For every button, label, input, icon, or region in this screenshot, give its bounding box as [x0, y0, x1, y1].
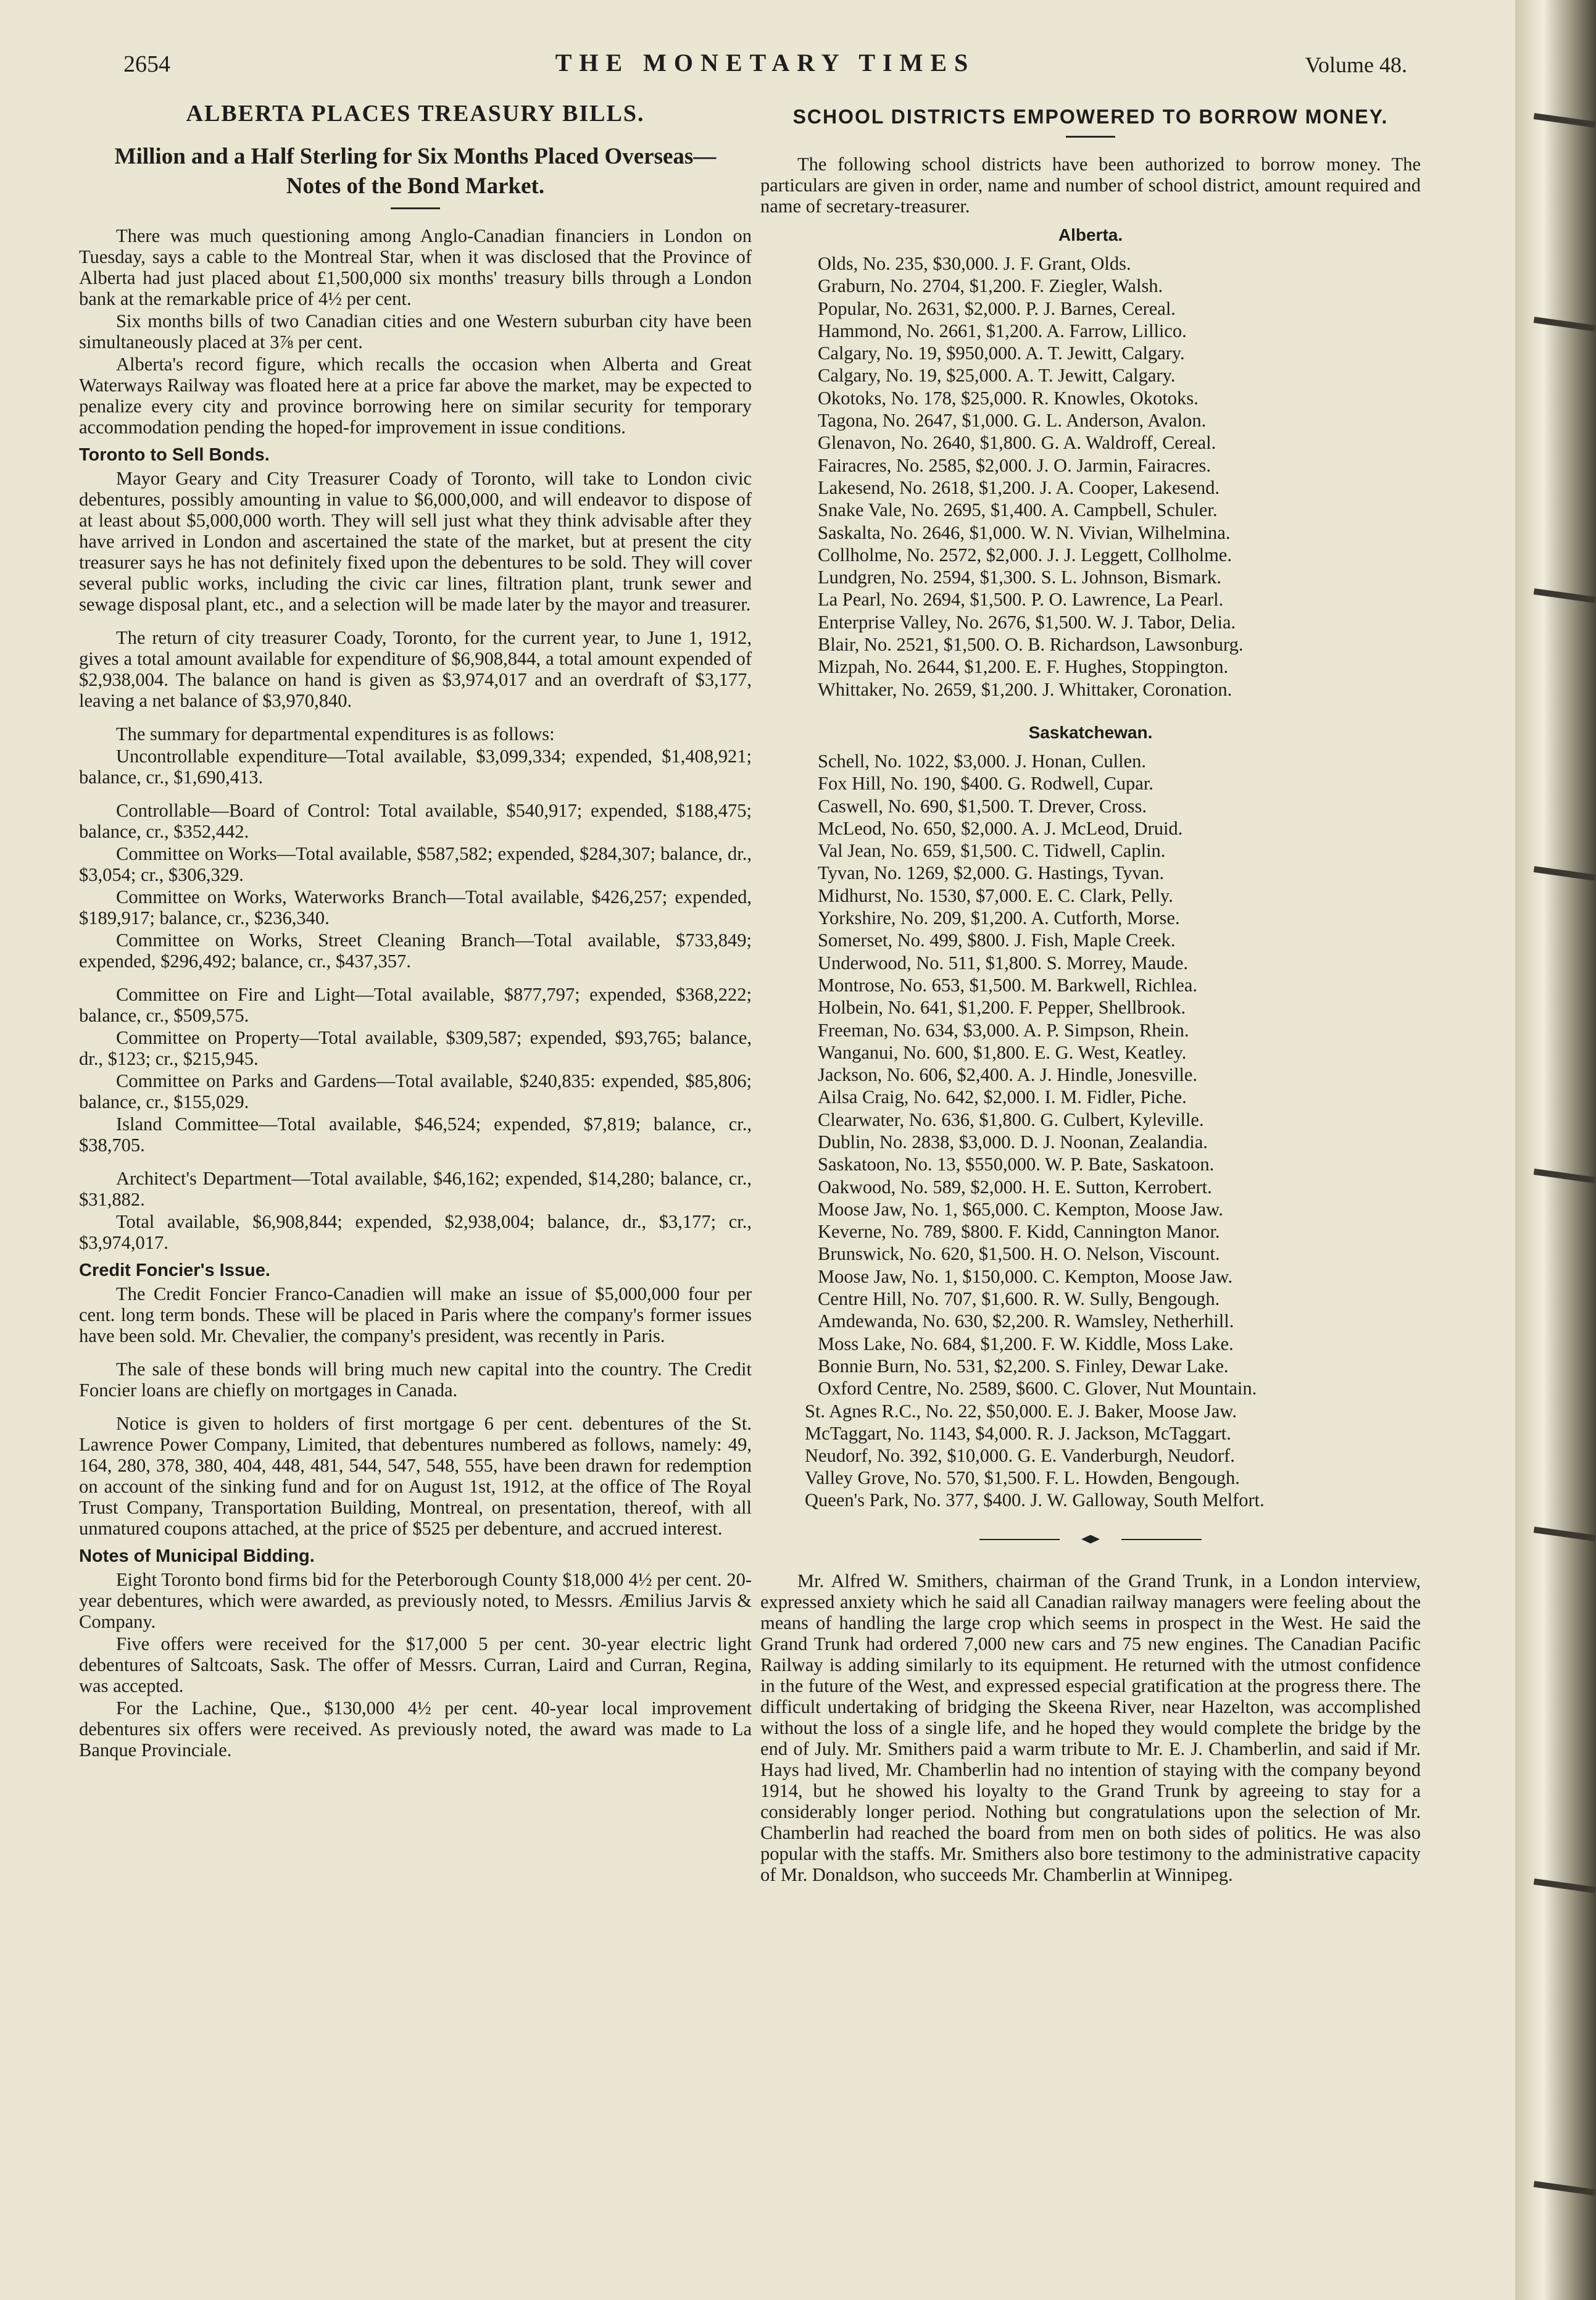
- list-item: Moss Lake, No. 684, $1,200. F. W. Kiddle, Moss Lake.: [818, 1333, 1234, 1354]
- list-item: Collholme, No. 2572, $2,000. J. J. Leggett, Collholme.: [818, 544, 1232, 565]
- binding-tab: [1534, 866, 1595, 881]
- ornament-diamond: [1081, 1535, 1100, 1544]
- volume-label: Volume 48.: [1305, 52, 1407, 77]
- list-item: Keverne, No. 789, $800. F. Kidd, Cannington Manor.: [818, 1221, 1220, 1243]
- list-item: Caswell, No. 690, $1,500. T. Drever, Cross.: [818, 795, 1147, 817]
- list-item: Lakesend, No. 2618, $1,200. J. A. Cooper, Lakesend.: [818, 477, 1220, 498]
- list-item: McTaggart, No. 1143, $4,000. R. J. Jackson, McTaggart.: [805, 1422, 1231, 1444]
- list-item: Amdewanda, No. 630, $2,200. R. Wamsley, Netherhill.: [818, 1310, 1234, 1332]
- list-item: Moose Jaw, No. 1, $150,000. C. Kempton, Moose Jaw.: [818, 1265, 1233, 1287]
- list-item: Clearwater, No. 636, $1,800. G. Culbert, Kyleville.: [818, 1109, 1204, 1130]
- saskatchewan-list: [818, 750, 1421, 1400]
- paragraph: Committee on Works—Total available, $587,582; expended, $284,307; balance, dr., $3,054; cr., $306,329.: [79, 843, 752, 885]
- paragraph: The summary for departmental expenditures is as follows:: [116, 723, 555, 744]
- paragraph: Committee on Fire and Light—Total available, $877,797; expended, $368,222; balance, cr., $509,575.: [79, 984, 752, 1026]
- alberta-list: [818, 252, 1421, 701]
- paragraph: Uncontrollable expenditure—Total available, $3,099,334; expended, $1,408,921; balance, cr., $1,690,413.: [79, 746, 752, 788]
- list-item: Wanganui, No. 600, $1,800. E. G. West, Keatley.: [818, 1041, 1187, 1063]
- paragraph: Notice is given to holders of first mortgage 6 per cent. debentures of the St. Lawrence Power Company, Limited, that debentures numbered as follows, namely: 49, 164, 280, 378, 380, 404, 448, 481, 544, 547, 548, 555, have been drawn for redemption on account of the sinking fund and for on August 1st, 1912, at the office of The Royal Trust Company, Transportation Building, Montreal, on presentation, thereof, with all unmatured coupons attached, at the price of $525 per debenture, and accrued interest.: [79, 1413, 752, 1539]
- paragraph: The Credit Foncier Franco-Canadien will make an issue of $5,000,000 four per cent. long term bonds. These will be placed in Paris where the company's former issues have been sold. Mr. Chevalier, the company's president, was recently in Paris.: [79, 1283, 752, 1346]
- list-item: Lundgren, No. 2594, $1,300. S. L. Johnson, Bismark.: [818, 567, 1222, 588]
- list-item: Olds, No. 235, $30,000. J. F. Grant, Olds.: [818, 253, 1131, 274]
- article-headline-school-districts: SCHOOL DISTRICTS EMPOWERED TO BORROW MONEY.: [792, 106, 1389, 128]
- list-item: Centre Hill, No. 707, $1,600. R. W. Sully, Bengough.: [818, 1288, 1220, 1310]
- province-heading-alberta: Alberta.: [1058, 225, 1123, 244]
- paragraph: There was much questioning among Anglo-Canadian financiers in London on Tuesday, says a cable to the Montreal Star, when it was disclosed that the Province of Alberta had just placed about £1,500,000 six months' treasury bills through a London bank at the remarkable price of 4½ per cent.: [79, 225, 752, 309]
- list-item: McLeod, No. 650, $2,000. A. J. McLeod, Druid.: [818, 817, 1183, 839]
- list-item: St. Agnes R.C., No. 22, $50,000. E. J. Baker, Moose Jaw.: [805, 1400, 1237, 1422]
- left-column: [79, 93, 752, 1762]
- spacer: [79, 616, 752, 627]
- list-item: Whittaker, No. 2659, $1,200. J. Whittaker, Coronation.: [818, 678, 1232, 700]
- publication-title: THE MONETARY TIMES: [555, 49, 976, 77]
- paragraph: Total available, $6,908,844; expended, $2,938,004; balance, dr., $3,177; cr., $3,974,017.: [79, 1211, 752, 1253]
- binding-tab: [1534, 1169, 1595, 1183]
- paragraph: Five offers were received for the $17,000 5 per cent. 30-year electric light debentures of Saltcoats, Sask. The offer of Messrs. Curran, Laird and Curran, Regina, was accepted.: [79, 1633, 752, 1696]
- paragraph: Mr. Alfred W. Smithers, chairman of the Grand Trunk, in a London interview, expressed anxiety which he said all Canadian railway managers were feeling about the means of handling the large crop which seems in prospect in the West. He said the Grand Trunk had ordered 7,000 new cars and 75 new engines. The Canadian Pacific Railway is adding similarly to its equipment. He returned with the utmost confidence in the future of the West, and expressed especial gratification at the progress there. The difficult undertaking of bridging the Skeena River, near Hazelton, was accomplished without the loss of a single life, and he hoped they would complete the bridge by the end of July. Mr. Smithers paid a warm tribute to Mr. E. J. Chamberlin, and said if Mr. Hays had lived, Mr. Chamberlin had no intention of staying with the company beyond 1914, but he showed his loyalty to the Grand Trunk by agreeing to stay for a considerably longer period. Nothing but congratulations upon the selection of Mr. Chamberlin had reached the board from men on both sides of politics. He was also popular with the staffs. Mr. Smithers also bore testimony to the administrative capacity of Mr. Donaldson, who succeeds Mr. Chamberlin at Winnipeg.: [760, 1570, 1421, 1885]
- page-header: [123, 48, 1407, 85]
- paragraph: Committee on Property—Total available, $309,587; expended, $93,765; balance, dr., $123; cr., $215,945.: [79, 1027, 752, 1069]
- list-item: Queen's Park, No. 377, $400. J. W. Galloway, South Melfort.: [805, 1489, 1265, 1510]
- section-heading-municipal: Notes of Municipal Bidding.: [79, 1546, 315, 1566]
- list-item: Underwood, No. 511, $1,800. S. Morrey, Maude.: [818, 952, 1189, 973]
- paragraph: The return of city treasurer Coady, Toronto, for the current year, to June 1, 1912, gives a total amount available for expenditure of $6,908,844, a total amount expended of $2,938,004. The balance on hand is given as $3,974,017 and an overdraft of $3,177, leaving a net balance of $3,970,840.: [79, 627, 752, 711]
- list-item: Calgary, No. 19, $950,000. A. T. Jewitt, Calgary.: [818, 343, 1185, 364]
- binding-tab: [1534, 1527, 1595, 1541]
- divider-rule: [1066, 136, 1115, 138]
- list-item: Neudorf, No. 392, $10,000. G. E. Vanderburgh, Neudorf.: [805, 1444, 1235, 1466]
- list-item: Tyvan, No. 1269, $2,000. G. Hastings, Tyvan.: [818, 862, 1165, 884]
- right-column: [760, 93, 1421, 1886]
- list-item: Enterprise Valley, No. 2676, $1,500. W. J. Tabor, Delia.: [818, 611, 1236, 633]
- article-headline: ALBERTA PLACES TREASURY BILLS.: [186, 101, 645, 127]
- list-item: Ailsa Craig, No. 642, $2,000. I. M. Fidler, Piche.: [818, 1086, 1187, 1108]
- binding-tab: [1534, 2181, 1595, 2196]
- list-item: Tagona, No. 2647, $1,000. G. L. Anderson, Avalon.: [818, 410, 1207, 431]
- paragraph: For the Lachine, Que., $130,000 4½ per cent. 40-year local improvement debentures six offers were received. As previously noted, the award was made to La Banque Provinciale.: [79, 1698, 752, 1760]
- paragraph: Committee on Works, Street Cleaning Branch—Total available, $733,849; expended, $296,492; balance, cr., $437,357.: [79, 930, 752, 972]
- paragraph: Mayor Geary and City Treasurer Coady of Toronto, will take to London civic debentures, possibly amounting in value to $6,000,000, and will endeavor to dispose of at least about $5,000,000 worth. They will sell just what they think advisable after they have arrived in London and ascertained the state of the market, but at present the city treasurer says he has not definitely fixed upon the debentures to be sold. They will cover several public works, including the civic car lines, filtration plant, trunk sewer and sewage disposal plant, etc., and a selection will be made later by the mayor and treasurer.: [79, 468, 752, 615]
- paragraph: Six months bills of two Canadian cities and one Western suburban city have been simultaneously placed at 3⅞ per cent.: [79, 310, 752, 352]
- ornament-divider: [979, 1533, 1202, 1546]
- list-item: Valley Grove, No. 570, $1,500. F. L. Howden, Bengough.: [805, 1467, 1240, 1488]
- list-item: Hammond, No. 2661, $1,200. A. Farrow, Lillico.: [818, 320, 1187, 341]
- list-item: Holbein, No. 641, $1,200. F. Pepper, Shellbrook.: [818, 997, 1186, 1019]
- list-item: Midhurst, No. 1530, $7,000. E. C. Clark, Pelly.: [818, 885, 1173, 906]
- paragraph: The following school districts have been authorized to borrow money. The particulars are given in order, name and number of school district, amount required and name of secretary-treasurer.: [760, 154, 1421, 217]
- spacer: [79, 1402, 752, 1413]
- list-item: Fox Hill, No. 190, $400. G. Rodwell, Cupar.: [818, 773, 1153, 794]
- binding-tab: [1534, 113, 1595, 128]
- list-item: Snake Vale, No. 2695, $1,400. A. Campbell, Schuler.: [818, 499, 1218, 521]
- list-item: La Pearl, No. 2694, $1,500. P. O. Lawrence, La Pearl.: [818, 589, 1224, 610]
- list-item: Yorkshire, No. 209, $1,200. A. Cutforth, Morse.: [818, 907, 1180, 929]
- list-item: Oxford Centre, No. 2589, $600. C. Glover, Nut Mountain.: [818, 1378, 1257, 1399]
- binding-tab: [1534, 1878, 1595, 1893]
- list-item: Moose Jaw, No. 1, $65,000. C. Kempton, Moose Jaw.: [818, 1198, 1223, 1220]
- list-item: Bonnie Burn, No. 531, $2,200. S. Finley, Dewar Lake.: [818, 1355, 1229, 1377]
- ornament-line-right: [1121, 1539, 1202, 1540]
- section-heading-credit-foncier: Credit Foncier's Issue.: [79, 1260, 270, 1280]
- section-heading-toronto: Toronto to Sell Bonds.: [79, 445, 270, 465]
- list-item: Popular, No. 2631, $2,000. P. J. Barnes, Cereal.: [818, 298, 1176, 319]
- spacer: [79, 789, 752, 800]
- paragraph: Committee on Parks and Gardens—Total available, $240,835: expended, $85,806; balance, cr., $155,029.: [79, 1070, 752, 1112]
- spacer: [79, 1157, 752, 1168]
- list-item: Dublin, No. 2838, $3,000. D. J. Noonan, Zealandia.: [818, 1131, 1208, 1152]
- list-item: Montrose, No. 653, $1,500. M. Barkwell, Richlea.: [818, 974, 1198, 996]
- divider-rule: [391, 207, 440, 209]
- list-item: Saskatoon, No. 13, $550,000. W. P. Bate, Saskatoon.: [818, 1154, 1215, 1175]
- paragraph: Eight Toronto bond firms bid for the Peterborough County $18,000 4½ per cent. 20-year debentures, which were awarded, as previously noted, to Messrs. Æmilius Jarvis & Company.: [79, 1569, 752, 1632]
- list-item: Brunswick, No. 620, $1,500. H. O. Nelson, Viscount.: [818, 1243, 1220, 1265]
- list-item: Calgary, No. 19, $25,000. A. T. Jewitt, Calgary.: [818, 365, 1176, 386]
- book-binding-edge: [1515, 0, 1596, 2300]
- paragraph: The sale of these bonds will bring much new capital into the country. The Credit Foncier loans are chiefly on mortgages in Canada.: [79, 1359, 752, 1401]
- province-heading-saskatchewan: Saskatchewan.: [1028, 722, 1153, 742]
- list-item: Fairacres, No. 2585, $2,000. J. O. Jarmin, Fairacres.: [818, 454, 1211, 476]
- list-item: Saskalta, No. 2646, $1,000. W. N. Vivian, Wilhelmina.: [818, 522, 1231, 543]
- list-item: Freeman, No. 634, $3,000. A. P. Simpson, Rhein.: [818, 1019, 1189, 1041]
- list-item: Mizpah, No. 2644, $1,200. E. F. Hughes, Stoppington.: [818, 656, 1229, 678]
- paragraph: Architect's Department—Total available, $46,162; expended, $14,280; balance, cr., $31,882.: [79, 1168, 752, 1210]
- paragraph: Island Committee—Total available, $46,524; expended, $7,819; balance, cr., $38,705.: [79, 1114, 752, 1156]
- list-item: Jackson, No. 606, $2,400. A. J. Hindle, Jonesville.: [818, 1064, 1198, 1086]
- list-item: Graburn, No. 2704, $1,200. F. Ziegler, Walsh.: [818, 275, 1163, 297]
- spacer: [79, 973, 752, 984]
- list-item: Oakwood, No. 589, $2,000. H. E. Sutton, Kerrobert.: [818, 1176, 1212, 1198]
- paragraph: Committee on Works, Waterworks Branch—Total available, $426,257; expended, $189,917; balance, cr., $236,340.: [79, 886, 752, 928]
- page-number: 2654: [123, 51, 170, 77]
- binding-tab: [1534, 588, 1595, 603]
- list-item: Glenavon, No. 2640, $1,800. G. A. Waldroff, Cereal.: [818, 432, 1216, 454]
- paragraph: Controllable—Board of Control: Total available, $540,917; expended, $188,475; balance, cr., $352,442.: [79, 800, 752, 842]
- spacer: [79, 1348, 752, 1359]
- article-subheadline: Million and a Half Sterling for Six Months Placed Overseas—Notes of the Bond Market.: [114, 144, 717, 199]
- ornament-line-left: [979, 1539, 1060, 1540]
- list-item: Blair, No. 2521, $1,500. O. B. Richardson, Lawsonburg.: [818, 634, 1244, 656]
- spacer: [79, 712, 752, 723]
- binding-tab: [1534, 317, 1595, 331]
- list-item: Okotoks, No. 178, $25,000. R. Knowles, Okotoks.: [818, 387, 1199, 409]
- list-item: Val Jean, No. 659, $1,500. C. Tidwell, Caplin.: [818, 840, 1166, 862]
- paragraph: Alberta's record figure, which recalls the occasion when Alberta and Great Waterways Railway was floated here at a price far above the market, may be expected to penalize every city and province borrowing here on similar security for temporary accommodation pending the hoped-for improvement in issue conditions.: [79, 354, 752, 438]
- list-item: Somerset, No. 499, $800. J. Fish, Maple Creek.: [818, 930, 1176, 951]
- list-item: Schell, No. 1022, $3,000. J. Honan, Cullen.: [818, 750, 1147, 772]
